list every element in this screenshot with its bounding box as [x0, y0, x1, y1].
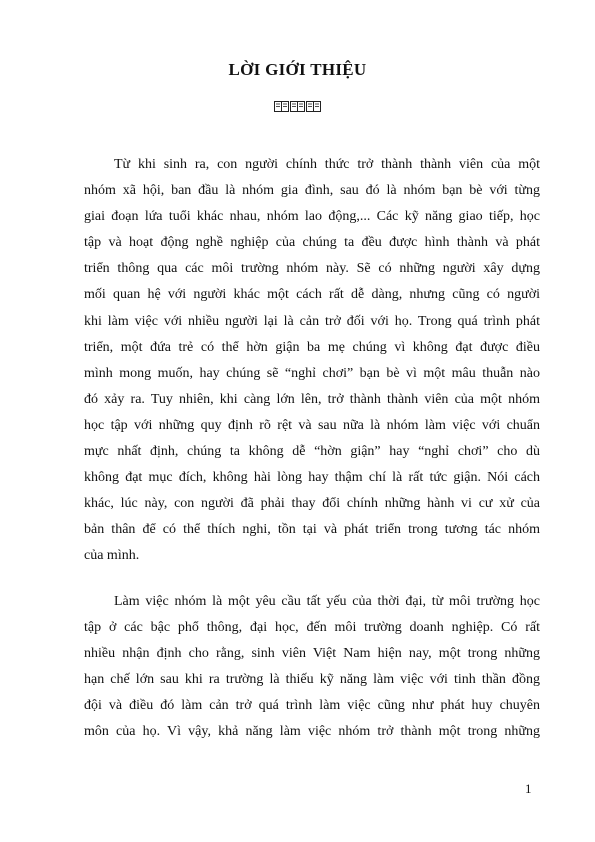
text-line: nhóm xã hội, ban đầu là nhóm gia đình, sau đó là nhóm bạn bè với từng: [84, 183, 540, 199]
text-line: giai đoạn lứa tuổi khác nhau, nhóm lao động,... Các kỹ năng giao tiếp, học: [84, 209, 540, 225]
text-line: mực nhất định, chúng ta không dễ “hờn giận” hay “nghỉ chơi” cho dù: [84, 444, 540, 460]
text-line: triển, một đứa trẻ có thể hờn giận ba mẹ chúng vì không đạt được điều: [84, 339, 540, 355]
paragraph-gap: [84, 570, 540, 589]
paragraph: [84, 152, 540, 570]
text-line: mình mong muốn, hay chúng sẽ “nghỉ chơi” bạn bè vì một mâu thuẫn nào: [84, 365, 540, 381]
page-number: 1: [525, 781, 532, 796]
text-line: khác, lúc này, con người đã phải thay đổi chính những hành vi cư xử của: [84, 496, 540, 512]
text-line: triển thông qua các môi trường nhóm này. Sẽ có những người xây dựng: [84, 261, 540, 277]
open-book-icon: [306, 101, 321, 112]
text-line: của mình.: [84, 548, 140, 564]
text-line: tập ở các bậc phổ thông, đại học, đến môi trường doanh nghiệp. Có rất: [84, 619, 540, 635]
open-book-icon: [290, 101, 305, 112]
text-line: nhiều nhận định cho rằng, sinh viên Việt Nam hiện nay, một trong những: [84, 645, 540, 661]
text-line: đội và điều đó làm cản trở quá trình làm việc cũng như phát huy chuyên: [84, 697, 540, 713]
page-title: LỜI GIỚI THIỆU: [228, 60, 367, 79]
text-line: môn của họ. Vì vậy, khả năng làm việc nhóm trở thành một trong những: [84, 723, 540, 739]
title-ornament: [0, 101, 595, 112]
text-line: không đạt mục đích, không hài lòng hay thậm chí là rất tức giận. Nói cách: [84, 470, 540, 486]
body-text: [84, 152, 540, 745]
open-book-icon: [274, 101, 289, 112]
text-line: Từ khi sinh ra, con người chính thức trở thành thành viên của một: [114, 157, 540, 172]
text-line: học tập với những quy định rõ rệt và sau nữa là nhóm làm việc với chuẩn: [84, 417, 540, 433]
text-line: mối quan hệ với người khác một cách rất dễ dàng, nhưng cũng có người: [84, 287, 540, 303]
text-line: đó xảy ra. Tuy nhiên, khi càng lớn lên, trở thành thành viên của một nhóm: [84, 391, 540, 407]
text-line: bản thân để có thể thích nghi, tồn tại và phát triển trong tương tác nhóm: [84, 522, 540, 538]
text-line: tập và hoạt động nghề nghiệp của chúng ta đều được hình thành và phát: [84, 235, 540, 251]
text-line: Làm việc nhóm là một yêu cầu tất yếu của thời đại, từ môi trường học: [114, 593, 540, 609]
text-line: khi làm việc với nhiều người lại là cản trở đối với họ. Trong quá trình phát: [84, 313, 540, 329]
paragraph: [84, 589, 540, 746]
text-line: hạn chế lớn sau khi ra trường là thiếu kỹ năng làm việc với tinh thần đồng: [84, 671, 540, 687]
